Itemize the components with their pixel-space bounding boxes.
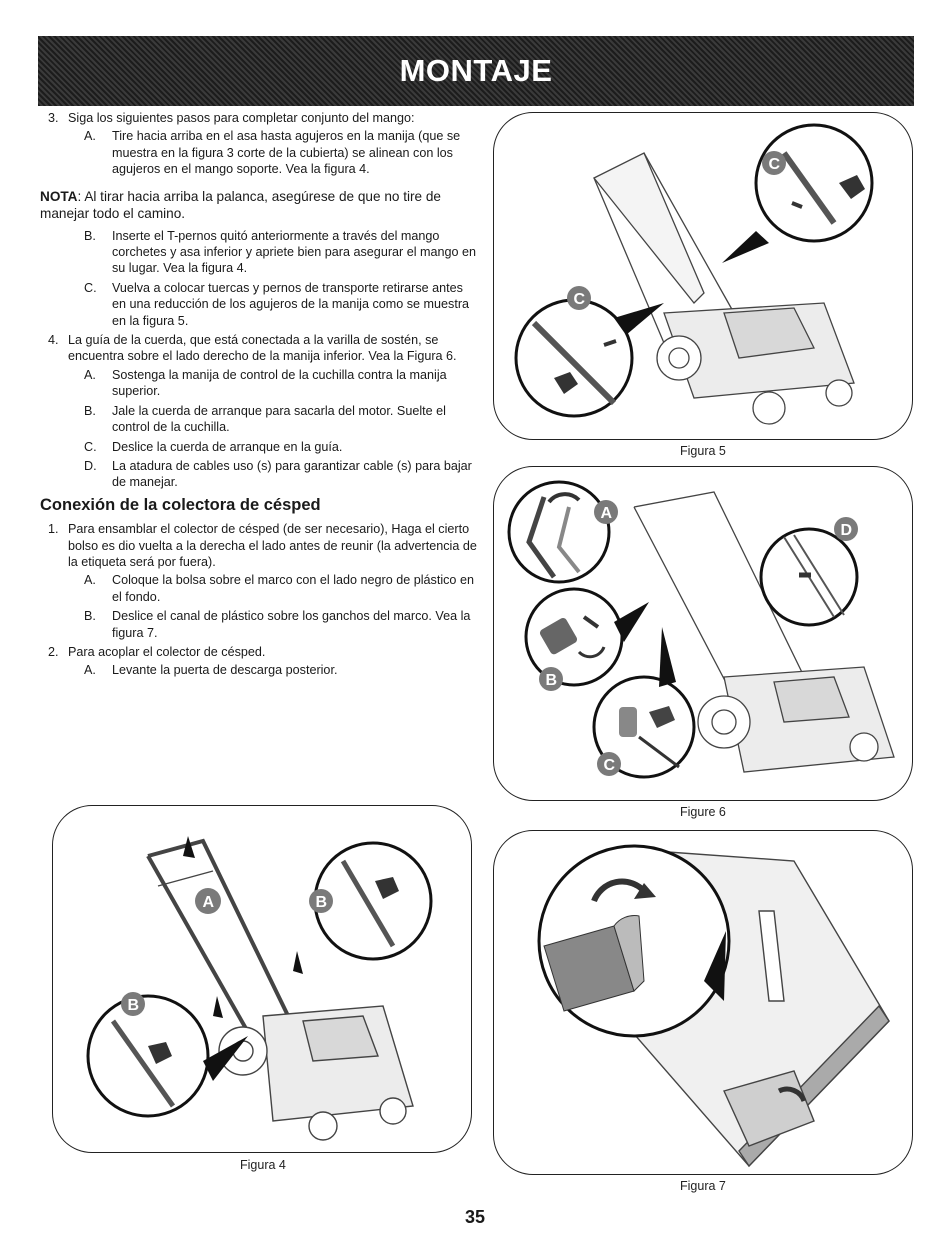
- step-1: 1. Para ensamblar el colector de césped (de ser necesario), Haga el cierto bolso es dio vuelta a la derecha el lado antes de reunir (la advertencia de la etiqueta será por fuera).: [48, 522, 477, 569]
- instructions-column: [40, 110, 480, 682]
- figure-7: [493, 830, 913, 1175]
- step-4b: B. Jale la cuerda de arranque para sacarla del motor. Suelte el control de la cuchilla.: [84, 403, 446, 435]
- figure-4: [52, 805, 472, 1153]
- step-4d: D. La atadura de cables uso (s) para garantizar cable (s) para bajar de manejar.: [84, 458, 472, 490]
- section-title: Conexión de la colectora de césped: [40, 495, 321, 514]
- step-4: 4. La guía de la cuerda, que está conectada a la varilla de sostén, se encuentra sobre el lado derecho de la manija inferior. Vea la Figura 6.: [48, 333, 457, 364]
- figure-4-caption: Figura 4: [240, 1158, 286, 1172]
- figure-6: [493, 466, 913, 801]
- svg-text:B: B: [315, 894, 328, 911]
- svg-text:A: A: [600, 505, 613, 522]
- note: NOTA: Al tirar hacia arriba la palanca, asegúrese de que no tire de manejar todo el camino.: [40, 188, 441, 221]
- step-1a: A. Coloque la bolsa sobre el marco con el lado negro de plástico en el fondo.: [84, 573, 474, 604]
- svg-text:D: D: [840, 522, 853, 539]
- svg-text:C: C: [768, 156, 781, 173]
- step-3: 3. Siga los siguientes pasos para completar conjunto del mango:: [48, 111, 415, 125]
- figure-7-caption: Figura 7: [680, 1179, 726, 1193]
- figure-6-illustration: [494, 467, 913, 801]
- step-3c: C. Vuelva a colocar tuercas y pernos de transporte retirarse antes en una reducción de los agujeros de la manija como se muestra en la figura 5.: [84, 280, 470, 328]
- page-number: 35: [464, 1207, 486, 1227]
- zoom-circle-b-lower: [88, 996, 208, 1116]
- page-title: MONTAJE: [399, 53, 553, 88]
- svg-text:C: C: [603, 757, 616, 774]
- svg-text:B: B: [127, 997, 140, 1014]
- figure-7-illustration: [494, 831, 913, 1175]
- step-3a: A. Tire hacia arriba en el asa hasta agujeros en la manija (que se muestra en la figura 3 corte de la cubierta) se alinean con los agujeros en el mango soporte. Vea la figura 4.: [84, 129, 461, 177]
- step-2a: A. Levante la puerta de descarga posterior.: [84, 663, 338, 678]
- figure-6-caption: Figure 6: [680, 805, 726, 819]
- zoom-circle-lower: [516, 300, 632, 416]
- step-2: 2. Para acoplar el colector de césped.: [48, 644, 266, 659]
- step-1b: B. Deslice el canal de plástico sobre los ganchos del marco. Vea la figura 7.: [84, 609, 471, 640]
- svg-text:A: A: [202, 894, 215, 911]
- header-bar: [38, 36, 914, 106]
- figure-4-illustration: [53, 806, 472, 1153]
- step-4c: C. Deslice la cuerda de arranque en la guía.: [84, 439, 343, 454]
- svg-text:C: C: [573, 291, 586, 308]
- figure-5-illustration: [494, 113, 913, 440]
- figure-5: [493, 112, 913, 440]
- figure-5-caption: Figura 5: [680, 444, 726, 458]
- step-3b: B. Inserte el T-pernos quitó anteriormente a través del mango corchetes y asa inferior y apriete bien para asegurar el mango en su lugar. Vea la figura 4.: [84, 228, 477, 276]
- step-4a: A. Sostenga la manija de control de la cuchilla contra la manija superior.: [84, 367, 447, 399]
- svg-text:B: B: [545, 672, 558, 689]
